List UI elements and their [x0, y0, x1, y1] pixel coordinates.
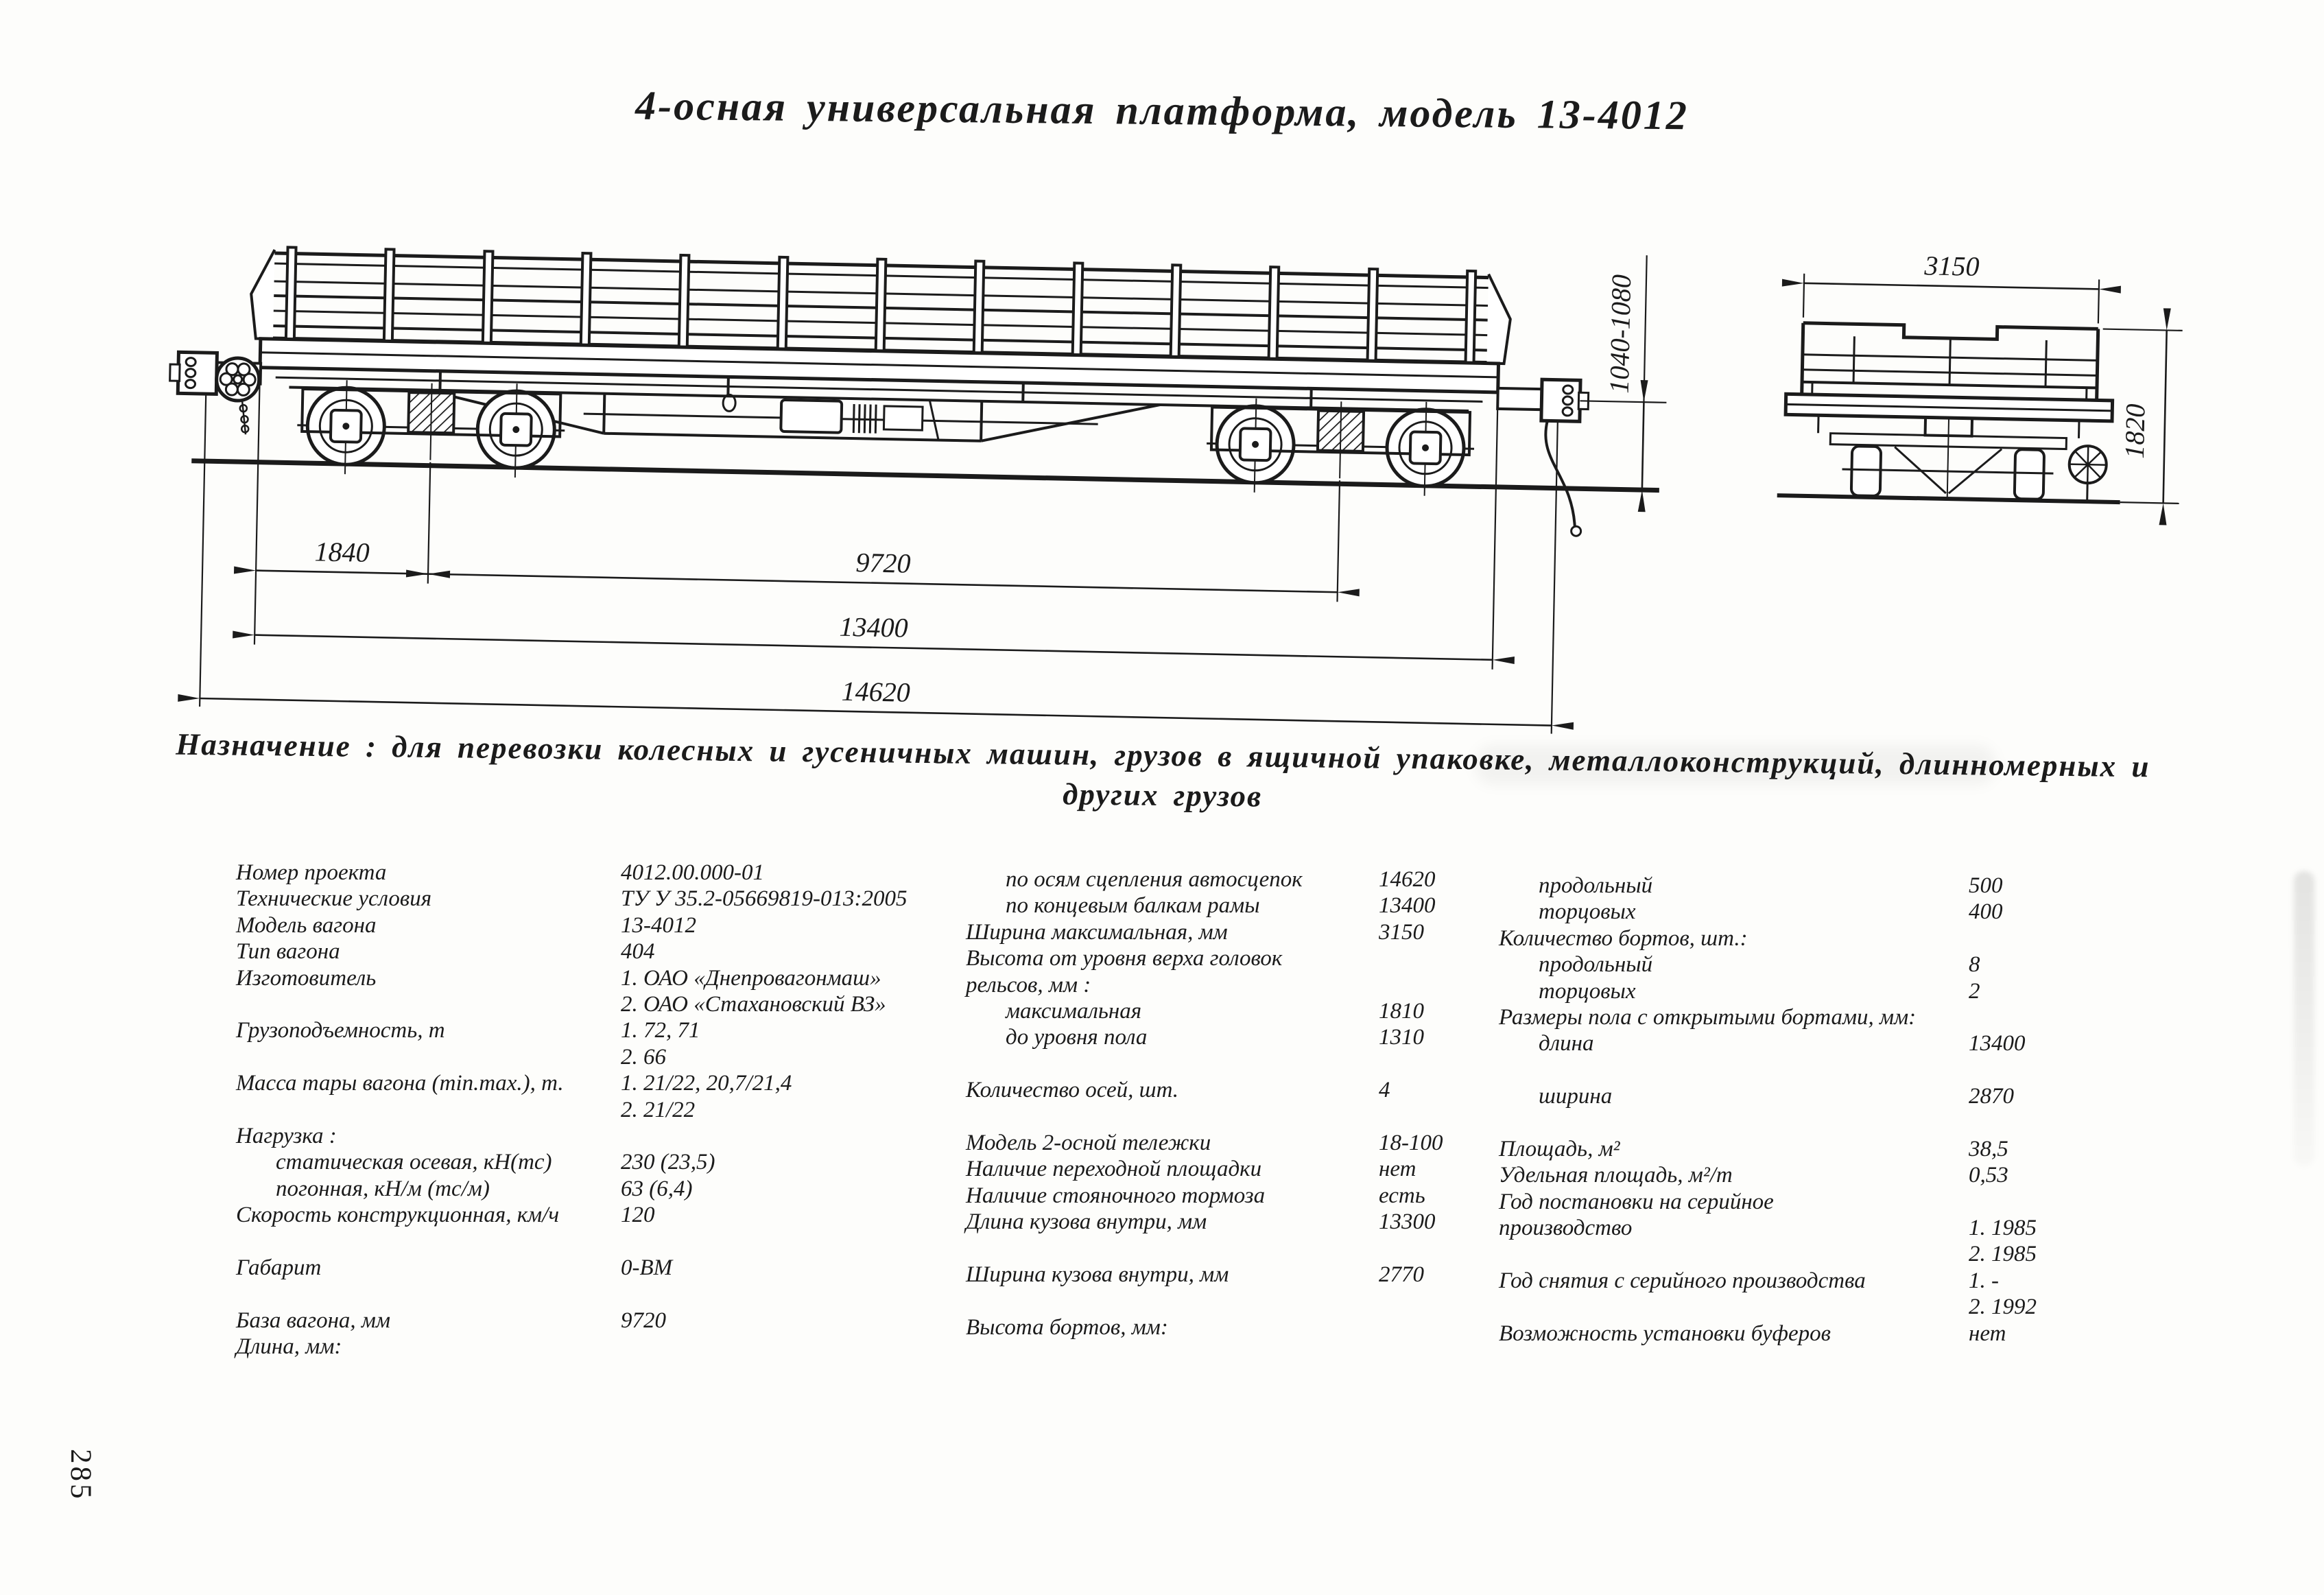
spec-value: 1. 21/22, 20,7/21,4 — [621, 1071, 792, 1096]
spec-row — [966, 945, 1303, 971]
spec-label: производство — [1499, 1216, 1633, 1241]
spec-row — [236, 1070, 792, 1096]
spec-value: 1810 — [1379, 998, 1424, 1024]
spec-label: Изготовитель — [236, 965, 377, 991]
dimension-label-1820: 1820 — [2118, 403, 2151, 459]
spec-value: 2 — [1969, 978, 1980, 1004]
spec-row — [236, 1149, 715, 1175]
spec-value: 120 — [621, 1203, 655, 1228]
dimension-label-coupler-height: 1040-1080 — [1603, 274, 1637, 394]
spec-value: 1. ОАО «Днепровагонмаш» — [621, 965, 881, 991]
spec-row — [1499, 899, 2003, 925]
spec-row — [966, 1156, 1416, 1182]
dimension-label-3150: 3150 — [1924, 250, 1980, 282]
spec-row — [966, 1235, 1303, 1261]
spec-value: 4 — [1379, 1078, 1390, 1103]
spec-label: продольный — [1539, 873, 1653, 898]
spec-label: Технические условия — [236, 886, 432, 912]
spec-value: нет — [1379, 1157, 1416, 1182]
spec-row — [966, 1077, 1390, 1103]
spec-value: 230 (23,5) — [621, 1150, 715, 1175]
spec-value: 404 — [621, 939, 655, 965]
spec-row — [966, 1183, 1425, 1209]
spec-value: 4012.00.000-01 — [621, 860, 764, 885]
spec-row — [1499, 1057, 1916, 1083]
spec-row — [236, 1044, 666, 1070]
spec-label: статическая осевая, кН(тс) — [276, 1150, 552, 1175]
spec-row — [236, 912, 696, 938]
spec-row — [1499, 1136, 2008, 1162]
spec-row — [236, 1123, 564, 1149]
spec-row — [236, 1334, 564, 1360]
spec-row — [1499, 1294, 2037, 1320]
spec-row — [1499, 1030, 2026, 1056]
spec-label: Скорость конструкционная, км/ч — [236, 1203, 560, 1228]
spec-row — [236, 938, 655, 965]
spec-value: 2770 — [1379, 1262, 1424, 1287]
spec-row — [1499, 1268, 1999, 1294]
spec-row — [1499, 925, 1916, 952]
purpose-line-1: Назначение : для перевозки колесных и гусеничных машин, грузов в ящичной упаковке, металлоконструкций, длинномерных и — [175, 726, 2150, 784]
spec-row — [236, 991, 886, 1017]
spec-label: Нагрузка : — [236, 1123, 337, 1148]
spec-row — [966, 1051, 1303, 1077]
spec-value: 0,53 — [1969, 1163, 2008, 1188]
spec-label: Наличие стояночного тормоза — [966, 1183, 1266, 1208]
spec-label: рельсов, мм : — [966, 972, 1091, 997]
spec-row — [1499, 1083, 2014, 1109]
spec-value: 38,5 — [1969, 1136, 2008, 1161]
spec-row — [1499, 1162, 2008, 1188]
spec-value: 9720 — [621, 1308, 666, 1333]
spec-label: максимальная — [1006, 998, 1142, 1024]
spec-label: длина — [1539, 1031, 1594, 1056]
spec-label: Масса тары вагона (min.max.), т. — [236, 1071, 564, 1096]
spec-value: 2. 21/22 — [621, 1097, 696, 1122]
spec-row — [966, 1262, 1424, 1288]
spec-label: Ширина кузова внутри, мм — [966, 1262, 1229, 1287]
spec-label: Модель вагона — [236, 912, 377, 938]
spec-label: Год постановки на серийное — [1499, 1189, 1774, 1214]
spec-label: Тип вагона — [236, 939, 340, 965]
spec-value: 2. 66 — [621, 1044, 666, 1070]
spec-label: База вагона, мм — [236, 1308, 391, 1333]
spec-value: 3150 — [1379, 919, 1424, 945]
spec-label: торцовых — [1539, 899, 1636, 925]
spec-label: Площадь, м² — [1499, 1136, 1620, 1161]
spec-label: Грузоподъемность, т — [236, 1018, 445, 1043]
spec-label: Количество бортов, шт.: — [1499, 925, 1748, 951]
spec-row — [966, 1024, 1424, 1050]
spec-row — [966, 1314, 1303, 1340]
spec-row — [966, 919, 1424, 945]
spec-label: Модель 2-осной тележки — [966, 1130, 1211, 1155]
page-title: 4-осная универсальная платформа, модель 13-4012 — [635, 82, 1689, 139]
spec-row — [1499, 1004, 1916, 1030]
spec-row — [1499, 1241, 2037, 1267]
spec-value: 13400 — [1969, 1031, 2026, 1056]
spec-value: 8 — [1969, 952, 1980, 978]
spec-label: ширина — [1539, 1084, 1613, 1109]
spec-row — [236, 1202, 655, 1228]
spec-label: торцовых — [1539, 978, 1636, 1004]
spec-row — [236, 1228, 564, 1254]
spec-row — [1499, 1189, 1916, 1215]
spec-value: ТУ У 35.2-05669819-013:2005 — [621, 886, 908, 912]
spec-value: 2. 1985 — [1969, 1242, 2037, 1267]
spec-label: по осям сцепления автосцепок — [1006, 867, 1303, 892]
spec-label: Высота от уровня верха головок — [966, 946, 1283, 971]
spec-row — [966, 893, 1436, 919]
spec-value: 1. 72, 71 — [621, 1018, 700, 1043]
spec-row — [236, 1255, 673, 1281]
spec-value: 18-100 — [1379, 1130, 1443, 1155]
spec-value: 1. - — [1969, 1268, 1999, 1293]
spec-label: до уровня пола — [1006, 1025, 1148, 1050]
dimension-label-14620: 14620 — [841, 675, 911, 708]
spec-row — [966, 1104, 1303, 1130]
scan-smudge-highlight — [1475, 745, 1996, 785]
spec-value: 2. ОАО «Стахановский ВЗ» — [621, 991, 886, 1017]
spec-row — [236, 860, 764, 886]
dimension-label-13400: 13400 — [839, 611, 909, 643]
spec-row — [236, 1176, 693, 1202]
spec-label: Ширина максимальная, мм — [966, 919, 1228, 945]
spec-label: Номер проекта — [236, 860, 387, 885]
spec-label: Размеры пола с открытыми бортами, мм: — [1499, 1004, 1917, 1030]
spec-row — [1499, 1110, 1916, 1136]
spec-label: продольный — [1539, 952, 1653, 978]
spec-label: погонная, кН/м (тс/м) — [276, 1176, 490, 1201]
spec-label: Высота бортов, мм: — [966, 1314, 1168, 1340]
spec-row — [1499, 1321, 2006, 1347]
spec-row — [966, 1288, 1303, 1314]
spec-column-1 — [236, 860, 908, 1360]
dimension-label-1840: 1840 — [314, 536, 370, 568]
dimension-label-9720: 9720 — [855, 547, 911, 579]
spec-value: 13400 — [1379, 893, 1436, 919]
spec-value: нет — [1969, 1321, 2006, 1346]
spec-label: Наличие переходной площадки — [966, 1157, 1262, 1182]
spec-value: 13-4012 — [621, 912, 696, 938]
spec-label: Год снятия с серийного производства — [1499, 1268, 1866, 1293]
page-number: 285 — [64, 1449, 97, 1502]
spec-row — [236, 1308, 666, 1334]
spec-column-2 — [966, 866, 1443, 1340]
spec-label: по концевым балкам рамы — [1006, 893, 1260, 919]
spec-label: Длина кузова внутри, мм — [966, 1209, 1207, 1235]
spec-row — [1499, 952, 1980, 978]
spec-row — [236, 886, 908, 912]
spec-row — [966, 1130, 1443, 1156]
spec-row — [1499, 1215, 2037, 1241]
spec-value: 500 — [1969, 873, 2003, 898]
purpose-line-2: других грузов — [1062, 777, 1263, 814]
spec-value: 2. 1992 — [1969, 1295, 2037, 1320]
spec-row — [1499, 873, 2003, 899]
spec-label: Габарит — [236, 1255, 322, 1280]
spec-row — [966, 1209, 1436, 1235]
spec-value: есть — [1379, 1183, 1425, 1208]
spec-label: Длина, мм: — [236, 1334, 342, 1360]
spec-value: 1310 — [1379, 1025, 1424, 1050]
spec-row — [966, 866, 1436, 893]
spec-value: 1. 1985 — [1969, 1216, 2037, 1241]
spec-label: Количество осей, шт. — [966, 1078, 1179, 1103]
spec-value: 0-ВМ — [621, 1255, 673, 1280]
spec-column-3 — [1499, 873, 2037, 1347]
spec-value: 13300 — [1379, 1209, 1436, 1235]
spec-label: Возможность установки буферов — [1499, 1321, 1831, 1346]
spec-row — [966, 972, 1303, 998]
spec-row — [966, 998, 1424, 1024]
scan-smudge — [2294, 871, 2314, 1166]
spec-value: 63 (6,4) — [621, 1176, 693, 1201]
spec-row — [1499, 978, 1980, 1004]
spec-row — [236, 965, 881, 991]
spec-label: Удельная площадь, м²/т — [1499, 1163, 1733, 1188]
spec-row — [236, 1017, 700, 1043]
spec-row — [236, 1097, 696, 1123]
spec-value: 14620 — [1379, 867, 1436, 892]
spec-value: 2870 — [1969, 1084, 2014, 1109]
spec-row — [236, 1281, 564, 1307]
spec-value: 400 — [1969, 899, 2003, 925]
